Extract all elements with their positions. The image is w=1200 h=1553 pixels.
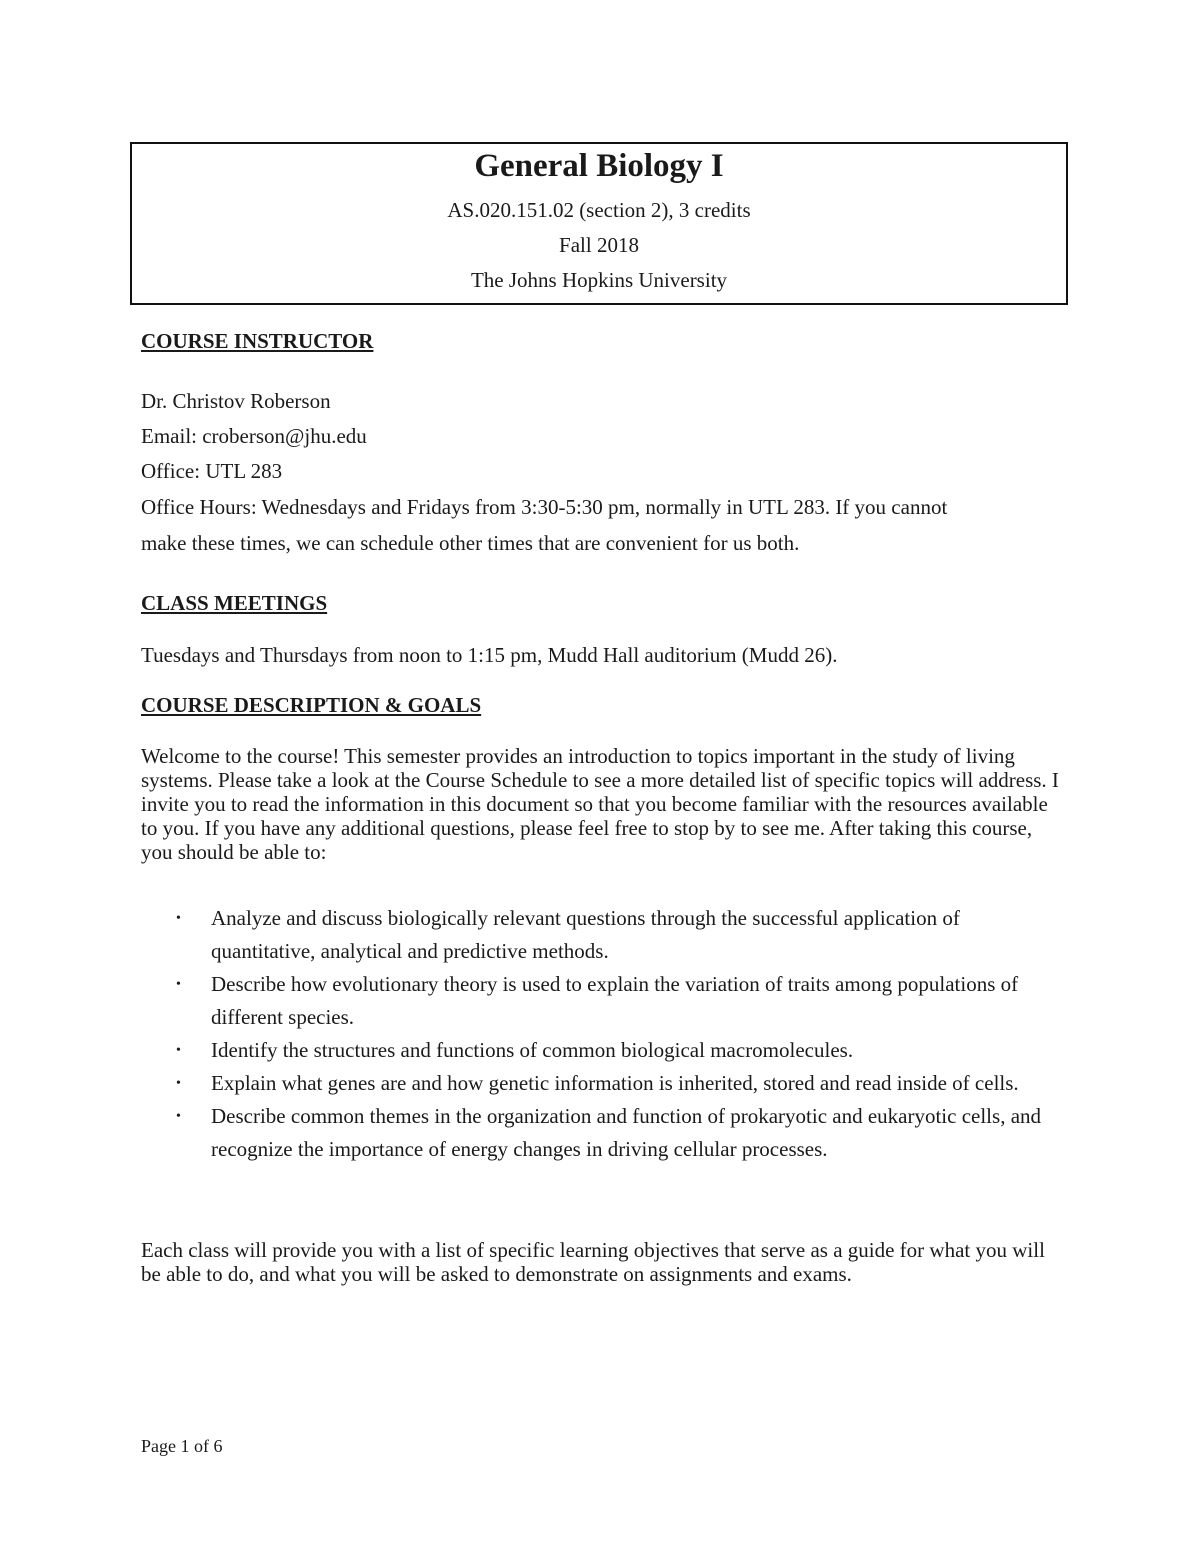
instructor-heading: COURSE INSTRUCTOR bbox=[141, 329, 374, 353]
list-item bbox=[141, 1100, 1066, 1166]
goal-text: Analyze and discuss biologically relevant questions through the successful application of quantitative, analytical and predictive methods. bbox=[211, 906, 960, 963]
goal-text: Explain what genes are and how genetic information is inherited, stored and read inside of cells. bbox=[211, 1071, 1019, 1095]
instructor-office: Office: UTL 283 bbox=[141, 459, 283, 483]
office-hours-line-2: make these times, we can schedule other times that are convenient for us both. bbox=[141, 531, 800, 555]
bullet-icon: • bbox=[176, 1076, 181, 1091]
list-item bbox=[141, 902, 1066, 968]
office-hours-line-1: Office Hours: Wednesdays and Fridays from 3:30-5:30 pm, normally in UTL 283. If you cannot bbox=[141, 495, 948, 519]
description-heading: COURSE DESCRIPTION & GOALS bbox=[141, 693, 482, 717]
course-term: Fall 2018 bbox=[559, 233, 639, 257]
list-item bbox=[141, 1034, 1066, 1067]
meetings-heading: CLASS MEETINGS bbox=[141, 591, 328, 615]
goals-list bbox=[141, 902, 1066, 1166]
bullet-icon: • bbox=[176, 1109, 181, 1124]
description-intro: Welcome to the course! This semester provides an introduction to topics important in the study of living systems. Please take a look at the Course Schedule to see a more detailed list of specific topics will address. I invite you to read the information in this document so that you become familiar with the resources available to you. If you have any additional questions, please feel free to stop by to see me. After taking this course, you should be able to: bbox=[141, 744, 1059, 864]
bullet-icon: • bbox=[176, 1043, 181, 1058]
bullet-icon: • bbox=[176, 911, 181, 926]
course-institution: The Johns Hopkins University bbox=[470, 268, 728, 292]
course-code: AS.020.151.02 (section 2), 3 credits bbox=[447, 198, 751, 222]
meetings-text: Tuesdays and Thursdays from noon to 1:15 pm, Mudd Hall auditorium (Mudd 26). bbox=[141, 643, 838, 667]
description-closing: Each class will provide you with a list of specific learning objectives that serve as a guide for what you will be able to do, and what you will be asked to demonstrate on assignments and exams. bbox=[141, 1238, 1045, 1286]
goal-text: Identify the structures and functions of common biological macromolecules. bbox=[211, 1038, 854, 1062]
page-number: Page 1 of 6 bbox=[141, 1436, 223, 1456]
instructor-email: Email: croberson@jhu.edu bbox=[141, 424, 367, 448]
goal-text: Describe common themes in the organization and function of prokaryotic and eukaryotic cells, and recognize the importance of energy changes in driving cellular processes. bbox=[211, 1104, 1042, 1161]
bullet-icon: • bbox=[176, 977, 181, 992]
list-item bbox=[141, 968, 1066, 1034]
instructor-name: Dr. Christov Roberson bbox=[141, 389, 331, 413]
goal-text: Describe how evolutionary theory is used to explain the variation of traits among populations of different species. bbox=[211, 972, 1019, 1029]
list-item bbox=[141, 1067, 1066, 1100]
title-box bbox=[130, 142, 1068, 305]
course-title: General Biology I bbox=[474, 148, 724, 184]
